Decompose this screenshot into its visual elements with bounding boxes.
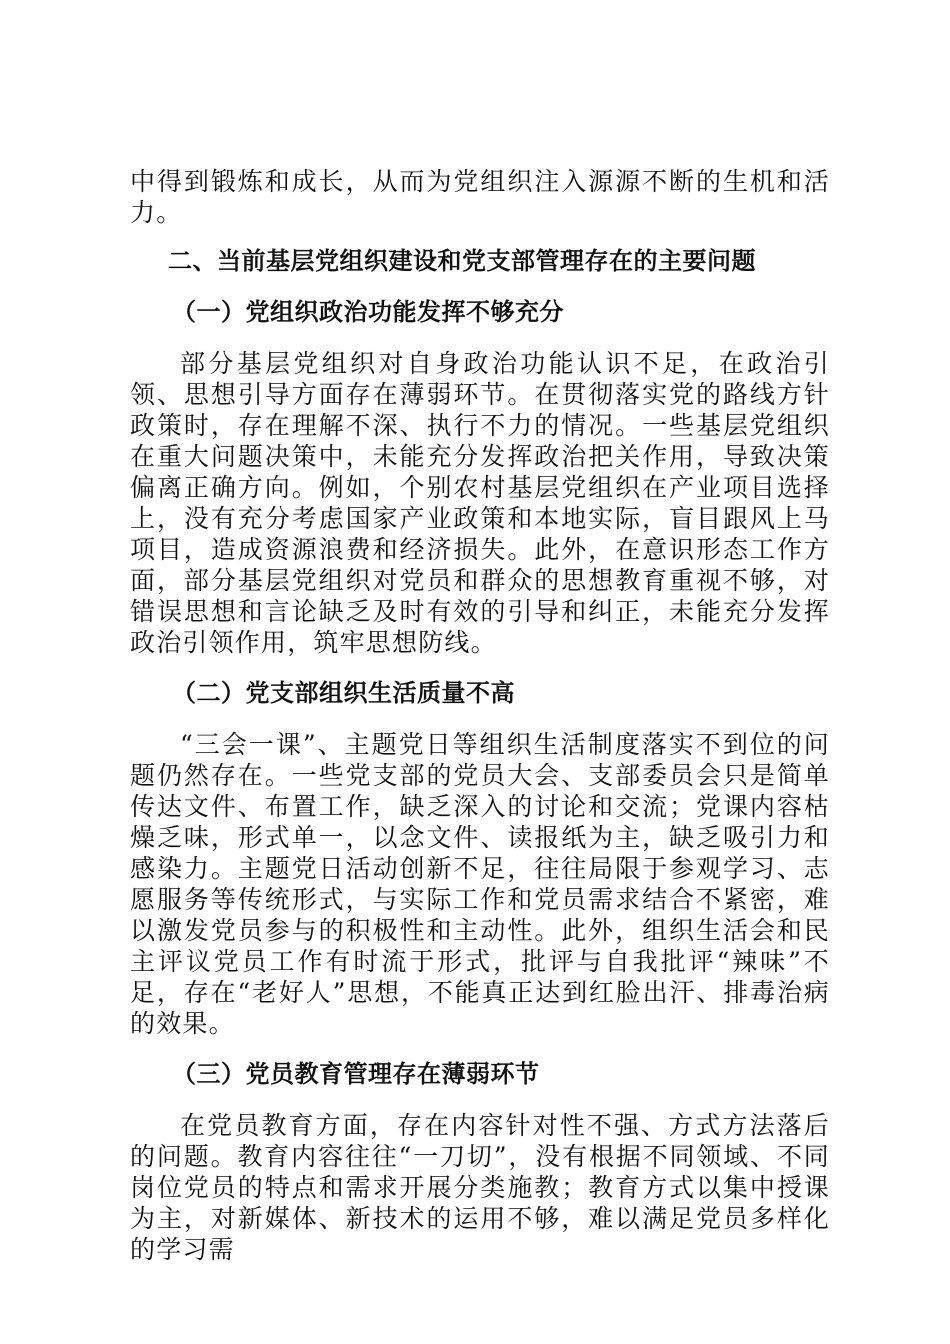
subsection-heading-2: （二）党支部组织生活质量不高: [172, 679, 515, 707]
section-heading: 二、当前基层党组织建设和党支部管理存在的主要问题: [168, 247, 756, 275]
subsection-heading-1: （一）党组织政治功能发挥不够充分: [172, 298, 564, 326]
document-page: [130, 166, 830, 1265]
continuation-paragraph: 中得到锻炼和成长，从而为党组织注入源源不断的生机和活力。: [130, 167, 830, 227]
subsection-body-1: 部分基层党组织对自身政治功能认识不足，在政治引领、思想引导方面存在薄弱环节。在贯彻落实党的路线方针政策时，存在理解不深、执行不力的情况。一些基层党组织在重大问题决策中，未能充分发挥政治把关作用，导致决策偏离正确方向。例如，个别农村基层党组织在产业项目选择上，没有充分考虑国家产业政策和本地实际，盲目跟风上马项目，造成资源浪费和经济损失。此外，在意识形态工作方面，部分基层党组织对党员和群众的思想教育重视不够，对错误思想和言论缺乏及时有效的引导和纠正，未能充分发挥政治引领作用，筑牢思想防线。: [130, 349, 830, 657]
subsection-body-2: “三会一课”、主题党日等组织生活制度落实不到位的问题仍然存在。一些党支部的党员大会、支部委员会只是简单传达文件、布置工作，缺乏深入的讨论和交流；党课内容枯燥乏味，形式单一，以念文件、读报纸为主，缺乏吸引力和感染力。主题党日活动创新不足，往往局限于参观学习、志愿服务等传统形式，与实际工作和党员需求结合不紧密，难以激发党员参与的积极性和主动性。此外，组织生活会和民主评议党员工作有时流于形式，批评与自我批评“辣味”不足，存在“老好人”思想，不能真正达到红脸出汗、排毒治病的效果。: [130, 730, 830, 1038]
subsection-body-3: 在党员教育方面，存在内容针对性不强、方式方法落后的问题。教育内容往往“一刀切”，没有根据不同领域、不同岗位党员的特点和需求开展分类施教；教育方式以集中授课为主，对新媒体、新技术的运用不够，难以满足党员多样化的学习需: [130, 1111, 830, 1264]
subsection-heading-3: （三）党员教育管理存在薄弱环节: [172, 1060, 540, 1088]
